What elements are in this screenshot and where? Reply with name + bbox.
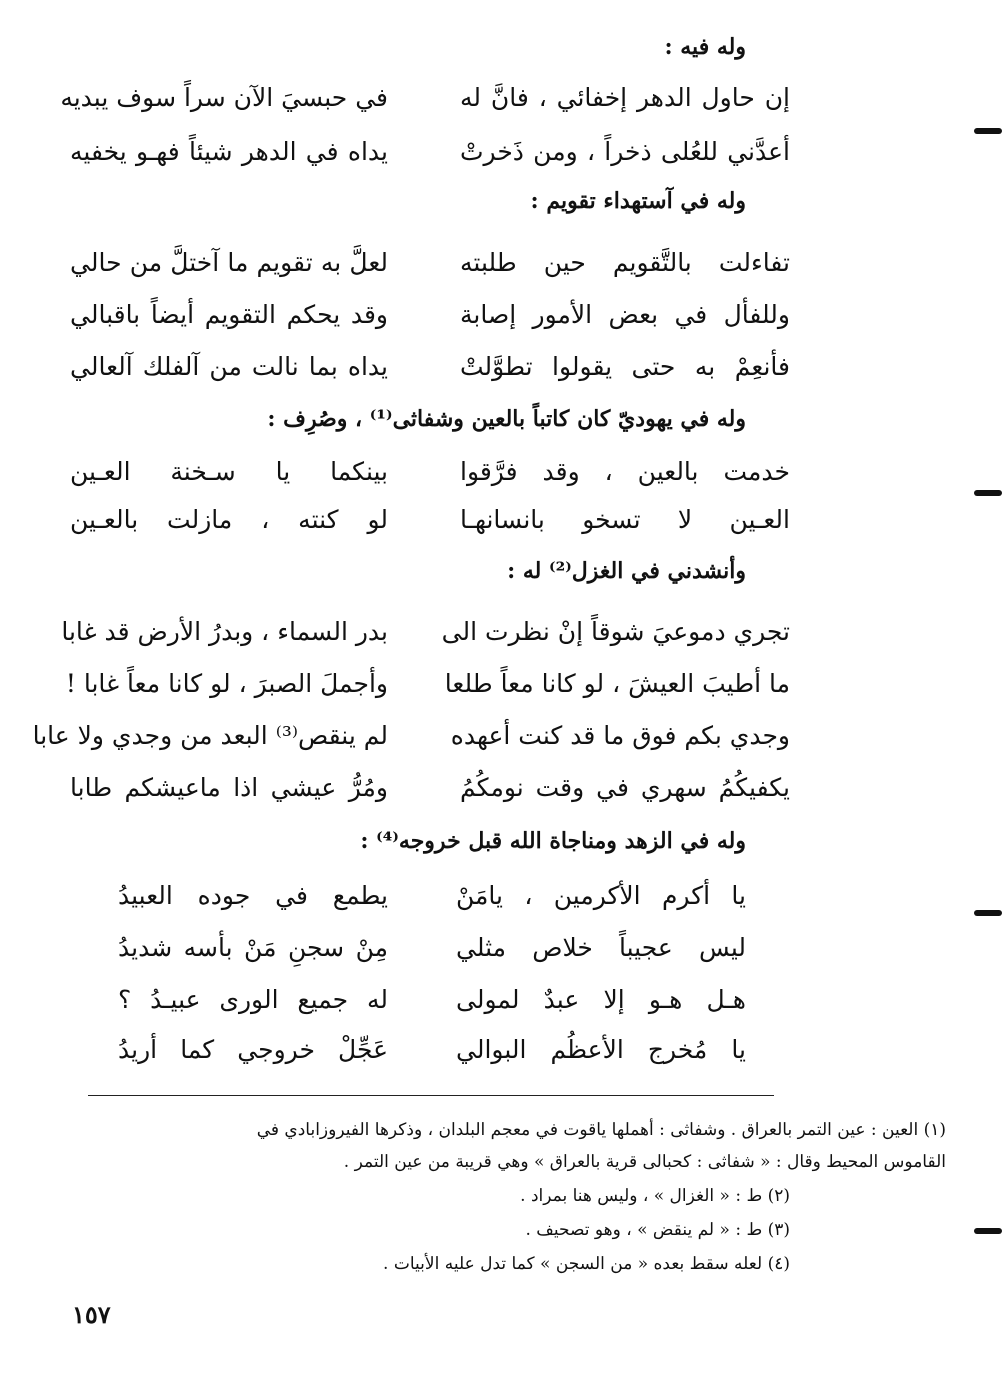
verse-line [0, 452, 1002, 492]
scan-margin-mark [974, 128, 1002, 134]
verse-first-hemistich: أعدَّني للعُلى ذخراً ، ومن ذَخرتْ [460, 137, 790, 166]
verse-line [0, 612, 1002, 652]
verse-line [0, 768, 1002, 808]
footnote: (١) العين : عين التمر بالعراق . وشفاثى : أهملها ياقوت في معجم البلدان ، وذكرها الفيروزابادي في [256, 1120, 946, 1140]
scan-margin-mark [974, 1228, 1002, 1234]
section-heading: وله في يهوديّ كان كاتباً بالعين وشفاثى⁽¹⁾ ، وصُرِف : [267, 406, 746, 432]
verse-first-hemistich: خدمت بالعين ، وقد فرَّقوا [460, 457, 790, 486]
verse-second-hemistich: بدر السماء ، وبدرُ الأرض قد غابا [61, 617, 388, 646]
verse-first-hemistich: فأنعِمْ به حتى يقولوا تطوَّلتْ [460, 352, 790, 381]
verse-line [0, 243, 1002, 283]
verse-second-hemistich: يداه بما نالت من آلفلك آلعالي [70, 352, 388, 381]
verse-first-hemistich: وللفأل في بعض الأمور إصابة [460, 300, 790, 329]
verse-first-hemistich: يكفيكُمُ سهري في وقت نومكُمُ [460, 773, 790, 802]
verse-line [0, 928, 1002, 968]
verse-line [0, 295, 1002, 335]
verse-second-hemistich: له جميع الورى عبيـدُ ؟ [118, 985, 388, 1014]
footnote: القاموس المحيط وقال : « شفاثى : كحبالى قرية بالعراق » وهي قريبة من عين التمر . [343, 1152, 946, 1172]
verse-line [0, 347, 1002, 387]
verse-first-hemistich: هـل هـو إلا عبدٌ لمولى [456, 985, 746, 1014]
verse-first-hemistich: وجدي بكم فوق ما قد كنت أعهده [450, 721, 790, 750]
verse-first-hemistich: تجري دموعيَ شوقاً إنْ نظرت الى [441, 617, 790, 646]
verse-first-hemistich: يا أكرم الأكرمين ، يامَنْ [456, 881, 746, 910]
footnote: (٣) ط : « لم ينقض » ، وهو تصحيف . [525, 1220, 790, 1240]
verse-second-hemistich: وقد يحكم التقويم أيضاً باقبالي [70, 300, 388, 329]
section-heading: وله في آستهداء تقويم : [530, 188, 746, 214]
footnote-divider [88, 1095, 774, 1096]
verse-first-hemistich: ما أطيبَ العيشَ ، لو كانا معاً طلعا [444, 669, 790, 698]
verse-first-hemistich: تفاءلت بالتَّقويم حين طلبته [460, 248, 790, 277]
verse-line [0, 716, 1002, 756]
verse-line [0, 664, 1002, 704]
verse-second-hemistich: لعلَّ به تقويم ما آختلَّ من حالي [70, 248, 388, 277]
scan-margin-mark [974, 910, 1002, 916]
verse-second-hemistich: يطمع في جوده العبيدُ [118, 881, 388, 910]
verse-first-hemistich: يا مُخرج الأعظُم البوالي [456, 1035, 746, 1064]
verse-first-hemistich: ليس عجيباً خلاص مثلي [456, 933, 746, 962]
verse-line [0, 876, 1002, 916]
verse-line [0, 980, 1002, 1020]
verse-line [0, 78, 1002, 118]
verse-line [0, 1030, 1002, 1070]
verse-second-hemistich: يداه في الدهر شيئاً فهـو يخفيه [70, 137, 388, 166]
verse-second-hemistich: في حبسيَ الآن سراً سوف يبديه [60, 83, 388, 112]
verse-second-hemistich: ومُرُّ عيشي اذا ماعيشكم طابا [70, 773, 388, 802]
scan-margin-mark [974, 490, 1002, 496]
section-heading: وأنشدني في الغزل⁽²⁾ له : [507, 558, 746, 584]
verse-second-hemistich: وأجملَ الصبرَ ، لو كانا معاً غابا ! [65, 669, 388, 698]
verse-line [0, 500, 1002, 540]
verse-first-hemistich: العـين لا تسخو بانسانهـا [460, 505, 790, 534]
footnote: (٤) لعله سقط بعده « من السجن » كما تدل عليه الأبيات . [383, 1254, 790, 1274]
page-number: ١٥٧ [72, 1300, 111, 1329]
verse-second-hemistich: مِنْ سجنِ مَنْ بأسه شديدُ [118, 933, 388, 962]
section-heading: وله في الزهد ومناجاة الله قبل خروجه⁽⁴⁾ : [360, 828, 746, 854]
verse-second-hemistich: لو كنته ، مازلت بالعـين [70, 505, 388, 534]
verse-first-hemistich: إن حاول الدهر إخفائي ، فانَّ له [460, 83, 790, 112]
verse-second-hemistich: لم ينقص⁽³⁾ البعد من وجدي ولا عابا [32, 721, 388, 750]
verse-line [0, 132, 1002, 172]
footnote: (٢) ط : « الغزال » ، وليس هنا بمراد . [520, 1186, 790, 1206]
verse-second-hemistich: بينكما يا سـخنة العـين [70, 457, 388, 486]
verse-second-hemistich: عَجِّلْ خروجي كما أريدُ [118, 1035, 388, 1064]
section-heading: وله فيه : [664, 34, 746, 60]
